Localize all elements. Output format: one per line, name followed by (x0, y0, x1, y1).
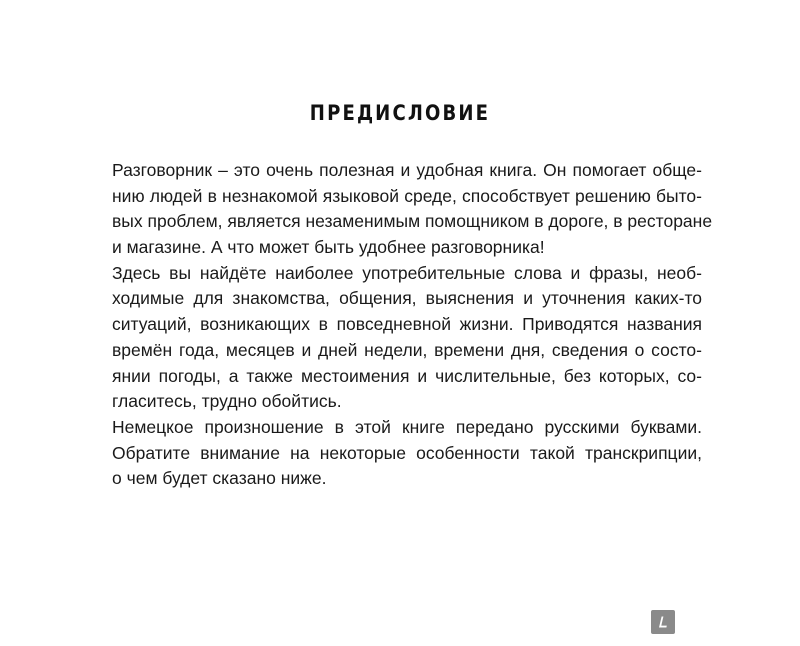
litres-logo-icon (651, 610, 675, 634)
text-line: о чем будет сказано ниже. (112, 468, 327, 489)
text-line: гласитесь, трудно обойтись. (112, 391, 342, 412)
text-line: времён года, месяцев и дней недели, времени дня, сведения о состо- (112, 339, 702, 360)
text-line: ситуаций, возникающих в повседневной жизни. Приводятся названия (112, 314, 702, 335)
text-line: ходимые для знакомства, общения, выяснения и уточнения каких-то (112, 288, 702, 309)
preface-text (112, 158, 713, 492)
text-line: вых проблем, является незаменимым помощником в дороге, в ресторане (112, 211, 713, 232)
text-line: и магазине. А что может быть удобнее разговорника! (112, 237, 545, 258)
page-heading: ПРЕДИСЛОВИЕ (309, 101, 491, 125)
text-line: Немецкое произношение в этой книге передано русскими буквами. (112, 416, 702, 437)
text-line: Обратите внимание на некоторые особенности такой транскрипции, (112, 442, 702, 463)
text-line: Здесь вы найдёте наиболее употребительные слова и фразы, необ- (112, 262, 702, 283)
text-line: янии погоды, а также местоимения и числительные, без которых, со- (112, 365, 702, 386)
text-line: нию людей в незнакомой языковой среде, способствует решению быто- (112, 185, 702, 206)
text-line: Разговорник – это очень полезная и удобная книга. Он помогает обще- (112, 160, 702, 180)
litres-logo-glyph (651, 610, 675, 634)
